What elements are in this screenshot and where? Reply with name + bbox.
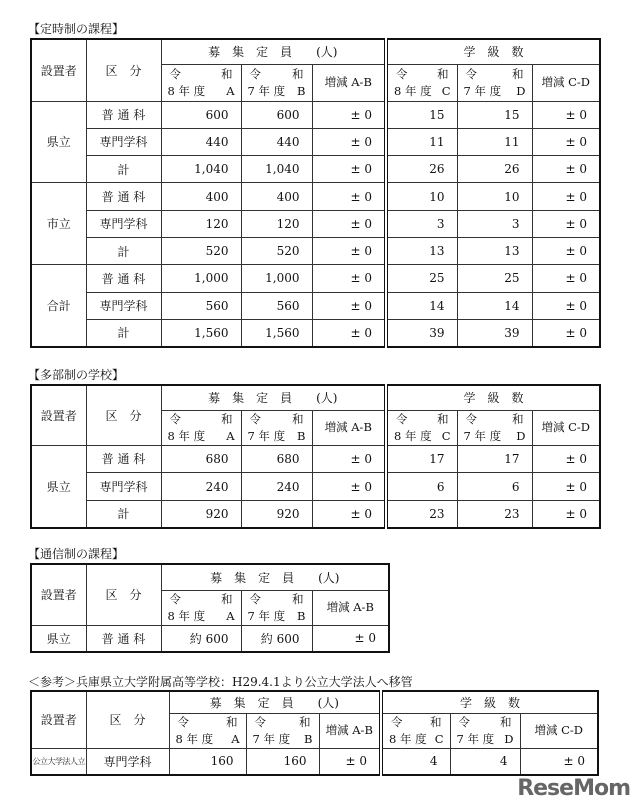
fiscal-year-label [383,731,450,748]
table-row [31,473,600,501]
header-r7-b [241,590,312,625]
division-cell: 専門学科 [86,748,169,775]
header-r7-b [241,410,312,445]
capacity-diff-cell: ± 0 [312,101,386,128]
header-r8-a [169,713,246,748]
division-cell: 専門学科 [86,210,161,237]
header-division: 区 分 [86,564,161,625]
capacity-diff-cell: ± 0 [312,183,386,210]
reiwa-label [458,411,532,428]
capacity-r7-cell: 440 [241,128,312,155]
reiwa-left: 令 [465,66,477,81]
classes-diff-cell: ± 0 [532,183,600,210]
resemom-logo: ReseMom [517,776,630,801]
capacity-r7-cell: 120 [241,210,312,237]
classes-r7-cell: 39 [457,319,532,346]
classes-diff-cell: ± 0 [532,156,600,183]
division-cell: 計 [86,237,161,264]
classes-r8-cell: 3 [386,210,457,237]
header-setter: 設置者 [31,39,86,101]
reiwa-label [458,66,532,83]
table-row [31,500,600,528]
header-diff-cd: 増減 C-D [532,64,600,101]
setter-cell: 合計 [31,265,86,347]
reiwa-right: 和 [226,714,238,729]
table-row [31,292,600,319]
table-2 [30,384,601,529]
header-r8-a [161,590,241,625]
division-cell: 専門学科 [86,128,161,155]
table-row [31,748,598,775]
classes-diff-cell: ± 0 [532,128,600,155]
header-setter: 設置者 [31,564,86,625]
classes-diff-cell: ± 0 [520,748,598,775]
year: 7 年 度 [247,608,286,623]
header-r8-c [386,64,457,101]
capacity-diff-cell: ± 0 [312,292,386,319]
header-capacity: 募 集 定 員 (人) [169,691,381,713]
capacity-diff-cell: ± 0 [312,237,386,264]
header-capacity: 募 集 定 員 (人) [161,39,386,64]
capacity-diff-cell: ± 0 [319,748,381,775]
table-row [31,445,600,473]
capacity-r7-cell: 400 [241,183,312,210]
header-classes: 学 級 数 [386,385,600,410]
capacity-r8-cell: 920 [161,500,241,528]
column-letter: A [226,83,235,98]
reiwa-left: 令 [169,66,181,81]
classes-r7-cell: 10 [457,183,532,210]
reiwa-right: 和 [430,714,442,729]
fiscal-year-label [162,428,241,445]
header-capacity: 募 集 定 員 (人) [161,385,386,410]
header-r8-a [161,64,241,101]
capacity-r8-cell: 1,000 [161,265,241,292]
division-cell: 計 [86,156,161,183]
year: 8 年 度 [394,83,432,98]
reiwa-label [162,591,241,608]
classes-r7-cell: 17 [457,445,532,473]
year: 7 年 度 [456,731,495,746]
column-letter: D [516,83,526,98]
header-r7-b [241,64,312,101]
setter-cell: 公立大学法人立 [31,748,86,775]
capacity-r8-cell: 400 [161,183,241,210]
table-row [31,128,600,155]
year: 8 年 度 [167,428,206,443]
reiwa-right: 和 [437,411,449,426]
capacity-diff-cell: ± 0 [312,210,386,237]
reiwa-label [170,714,246,731]
column-letter: A [226,428,235,443]
classes-r8-cell: 17 [386,445,457,473]
capacity-r8-cell: 440 [161,128,241,155]
fiscal-year-label [458,83,532,100]
classes-r8-cell: 26 [386,156,457,183]
capacity-diff-cell: ± 0 [312,625,389,652]
reiwa-left: 令 [465,411,477,426]
classes-diff-cell: ± 0 [532,500,600,528]
classes-diff-cell: ± 0 [532,265,600,292]
reiwa-left: 令 [169,411,181,426]
classes-r7-cell: 4 [450,748,520,775]
fiscal-year-label [242,428,312,445]
reiwa-right: 和 [500,714,512,729]
capacity-diff-cell: ± 0 [312,500,386,528]
classes-diff-cell: ± 0 [532,237,600,264]
capacity-diff-cell: ± 0 [312,445,386,473]
header-capacity: 募 集 定 員 (人) [161,564,389,590]
column-letter: A [226,608,235,623]
classes-diff-cell: ± 0 [532,101,600,128]
header-r7-b [246,713,319,748]
classes-diff-cell: ± 0 [532,292,600,319]
header-diff-cd: 増減 C-D [520,713,598,748]
capacity-r8-cell: 約 600 [161,625,241,652]
column-letter: C [441,83,451,98]
division-cell: 計 [86,500,161,528]
division-cell: 普 通 科 [86,101,161,128]
header-setter: 設置者 [31,691,86,748]
column-letter: A [231,731,240,746]
classes-r8-cell: 13 [386,237,457,264]
reiwa-left: 令 [391,714,403,729]
capacity-diff-cell: ± 0 [312,265,386,292]
reiwa-right: 和 [292,411,304,426]
reiwa-label [242,66,312,83]
header-diff-ab: 増減 A-B [312,410,386,445]
reiwa-label [242,591,312,608]
fiscal-year-label [388,83,457,100]
year: 7 年 度 [463,428,502,443]
table-row [31,319,600,346]
reiwa-right: 和 [292,591,304,606]
table-row [31,101,600,128]
capacity-r7-cell: 520 [241,237,312,264]
reiwa-right: 和 [512,66,524,81]
table-row [31,156,600,183]
classes-r8-cell: 39 [386,319,457,346]
table-3 [30,563,390,653]
reiwa-left: 令 [249,591,261,606]
classes-r8-cell: 14 [386,292,457,319]
division-cell: 普 通 科 [86,183,161,210]
fiscal-year-label [388,428,457,445]
capacity-r7-cell: 560 [241,292,312,319]
capacity-r8-cell: 560 [161,292,241,319]
header-division: 区 分 [86,691,169,748]
reiwa-label [162,66,241,83]
section-title: 【通信制の課程】 [28,547,125,561]
setter-cell: 県立 [31,445,86,528]
header-division: 区 分 [86,385,161,445]
division-cell: 専門学科 [86,473,161,501]
year: 8 年 度 [167,83,206,98]
header-diff-cd: 増減 C-D [532,410,600,445]
year: 8 年 度 [175,731,214,746]
capacity-diff-cell: ± 0 [312,128,386,155]
reiwa-label [242,411,312,428]
column-letter: C [434,731,444,746]
reiwa-right: 和 [221,411,233,426]
setter-cell: 市立 [31,183,86,265]
classes-r7-cell: 11 [457,128,532,155]
reiwa-right: 和 [221,591,233,606]
division-cell: 普 通 科 [86,445,161,473]
column-letter: B [297,83,306,98]
capacity-r7-cell: 約 600 [241,625,312,652]
classes-r7-cell: 23 [457,500,532,528]
table-4 [30,690,599,776]
capacity-r8-cell: 1,040 [161,156,241,183]
header-setter: 設置者 [31,385,86,445]
reiwa-left: 令 [249,66,261,81]
capacity-diff-cell: ± 0 [312,156,386,183]
reiwa-left: 令 [396,411,408,426]
table-row [31,183,600,210]
year: 7 年 度 [247,428,286,443]
classes-r8-cell: 10 [386,183,457,210]
classes-r8-cell: 15 [386,101,457,128]
column-letter: B [297,608,306,623]
classes-r8-cell: 25 [386,265,457,292]
reiwa-label [388,66,457,83]
classes-r8-cell: 6 [386,473,457,501]
fiscal-year-label [242,83,312,100]
classes-diff-cell: ± 0 [532,473,600,501]
classes-r7-cell: 13 [457,237,532,264]
classes-r7-cell: 15 [457,101,532,128]
year: 8 年 度 [167,608,206,623]
table-1 [30,38,601,348]
reiwa-right: 和 [512,411,524,426]
capacity-r7-cell: 1,040 [241,156,312,183]
header-r8-c [386,410,457,445]
division-cell: 専門学科 [86,292,161,319]
reiwa-left: 令 [254,714,266,729]
capacity-r8-cell: 680 [161,445,241,473]
classes-diff-cell: ± 0 [532,445,600,473]
section-title: 【定時制の課程】 [28,22,125,36]
table-row [31,210,600,237]
header-row [31,39,600,64]
capacity-r8-cell: 600 [161,101,241,128]
capacity-diff-cell: ± 0 [312,473,386,501]
header-row [31,691,598,713]
header-row [31,385,600,410]
year: 7 年 度 [247,83,286,98]
classes-r8-cell: 11 [386,128,457,155]
year: 8 年 度 [389,731,427,746]
classes-diff-cell: ± 0 [532,319,600,346]
fiscal-year-label [458,428,532,445]
header-r7-d [457,64,532,101]
reiwa-left: 令 [169,591,181,606]
year: 7 年 度 [463,83,502,98]
reiwa-label [451,714,520,731]
classes-r7-cell: 6 [457,473,532,501]
table-row [31,237,600,264]
header-division: 区 分 [86,39,161,101]
capacity-r7-cell: 1,560 [241,319,312,346]
header-row [31,564,389,590]
reiwa-left: 令 [177,714,189,729]
table-row [31,265,600,292]
capacity-r7-cell: 240 [241,473,312,501]
reiwa-left: 令 [249,411,261,426]
column-letter: B [297,428,306,443]
capacity-r8-cell: 120 [161,210,241,237]
reiwa-left: 令 [458,714,470,729]
capacity-r8-cell: 520 [161,237,241,264]
division-cell: 計 [86,319,161,346]
reiwa-right: 和 [221,66,233,81]
reiwa-right: 和 [437,66,449,81]
capacity-r7-cell: 160 [246,748,319,775]
classes-r7-cell: 3 [457,210,532,237]
fiscal-year-label [162,83,241,100]
capacity-diff-cell: ± 0 [312,319,386,346]
capacity-r8-cell: 1,560 [161,319,241,346]
capacity-r7-cell: 920 [241,500,312,528]
column-letter: C [441,428,451,443]
capacity-r7-cell: 1,000 [241,265,312,292]
header-classes: 学 級 数 [381,691,598,713]
table-row [31,625,389,652]
reiwa-label [247,714,319,731]
header-r7-d [457,410,532,445]
reiwa-label [383,714,450,731]
reiwa-label [162,411,241,428]
reiwa-left: 令 [396,66,408,81]
capacity-r7-cell: 600 [241,101,312,128]
reiwa-label [388,411,457,428]
capacity-r7-cell: 680 [241,445,312,473]
fiscal-year-label [170,731,246,748]
capacity-r8-cell: 240 [161,473,241,501]
year: 8 年 度 [394,428,432,443]
classes-diff-cell: ± 0 [532,210,600,237]
section-title: ＜参考＞兵庫県立大学附属高等学校：H29.4.1より公立大学法人へ移管 [28,675,413,689]
column-letter: D [516,428,526,443]
fiscal-year-label [242,608,312,625]
fiscal-year-label [247,731,319,748]
header-diff-ab: 増減 A-B [312,590,389,625]
reiwa-right: 和 [292,66,304,81]
column-letter: D [504,731,514,746]
setter-cell: 県立 [31,625,86,652]
capacity-r8-cell: 160 [169,748,246,775]
division-cell: 普 通 科 [86,265,161,292]
column-letter: B [304,731,313,746]
classes-r8-cell: 4 [381,748,450,775]
header-diff-ab: 増減 A-B [319,713,381,748]
fiscal-year-label [162,608,241,625]
header-diff-ab: 増減 A-B [312,64,386,101]
reiwa-right: 和 [299,714,311,729]
header-r7-d [450,713,520,748]
setter-cell: 県立 [31,101,86,183]
header-classes: 学 級 数 [386,39,600,64]
fiscal-year-label [451,731,520,748]
classes-r7-cell: 14 [457,292,532,319]
classes-r7-cell: 25 [457,265,532,292]
header-r8-a [161,410,241,445]
division-cell: 普 通 科 [86,625,161,652]
header-r8-c [381,713,450,748]
year: 7 年 度 [252,731,291,746]
section-title: 【多部制の学校】 [28,368,125,382]
classes-r8-cell: 23 [386,500,457,528]
classes-r7-cell: 26 [457,156,532,183]
